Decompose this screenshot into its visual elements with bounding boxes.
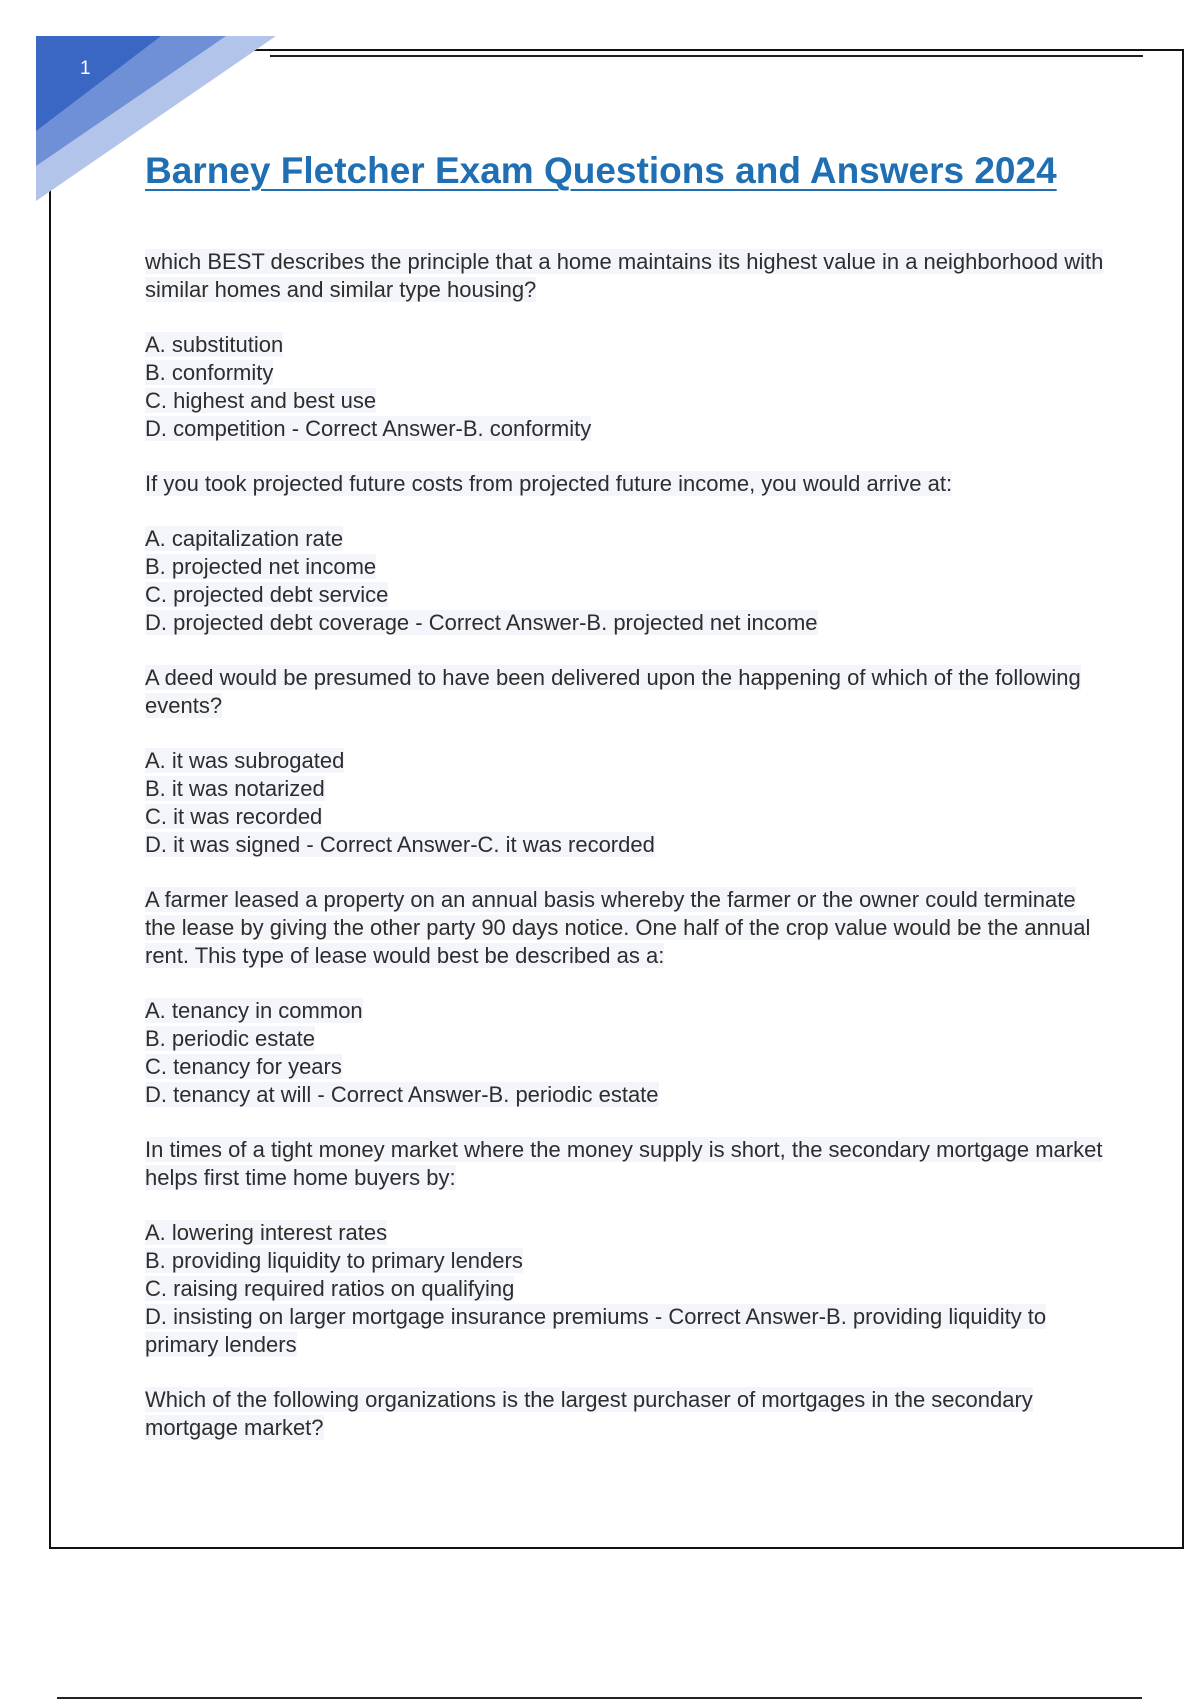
footer-rule <box>57 1697 1142 1699</box>
option-a: A. capitalization rate <box>145 526 344 551</box>
option-d-with-answer: D. insisting on larger mortgage insurance premiums - Correct Answer-B. providing liquidity to primary lenders <box>145 1304 1047 1357</box>
question-text: In times of a tight money market where the money supply is short, the secondary mortgage market helps first time home buyers by: <box>145 1137 1103 1190</box>
question-block-2 <box>145 470 1105 637</box>
option-d-with-answer: D. projected debt coverage - Correct Answer-B. projected net income <box>145 610 818 635</box>
answer-options <box>145 1219 1105 1359</box>
answer-options <box>145 997 1105 1109</box>
option-c: C. raising required ratios on qualifying <box>145 1276 515 1301</box>
option-b: B. providing liquidity to primary lenders <box>145 1248 523 1273</box>
option-d-with-answer: D. tenancy at will - Correct Answer-B. periodic estate <box>145 1082 659 1107</box>
option-a: A. tenancy in common <box>145 998 363 1023</box>
option-b: B. periodic estate <box>145 1026 315 1051</box>
option-b: B. conformity <box>145 360 274 385</box>
option-a: A. lowering interest rates <box>145 1220 388 1245</box>
option-c: C. projected debt service <box>145 582 389 607</box>
questions-list <box>145 248 1105 1469</box>
question-block-1 <box>145 248 1105 443</box>
option-d-with-answer: D. it was signed - Correct Answer-C. it was recorded <box>145 832 655 857</box>
question-text: If you took projected future costs from projected future income, you would arrive at: <box>145 471 953 496</box>
page-number: 1 <box>80 58 91 79</box>
option-d-with-answer: D. competition - Correct Answer-B. conformity <box>145 416 592 441</box>
option-a: A. it was subrogated <box>145 748 345 773</box>
option-a: A. substitution <box>145 332 284 357</box>
question-block-6 <box>145 1386 1105 1442</box>
question-block-4 <box>145 886 1105 1109</box>
question-text: A farmer leased a property on an annual basis whereby the farmer or the owner could terminate the lease by giving the other party 90 days notice. One half of the crop value would be the annual rent. This type of lease would best be described as a: <box>145 887 1091 968</box>
option-b: B. it was notarized <box>145 776 325 801</box>
question-text: Which of the following organizations is the largest purchaser of mortgages in the secondary mortgage market? <box>145 1387 1033 1440</box>
document-title: Barney Fletcher Exam Questions and Answers 2024 <box>145 150 1057 191</box>
option-b: B. projected net income <box>145 554 377 579</box>
option-c: C. it was recorded <box>145 804 323 829</box>
header-rule <box>270 55 1143 57</box>
answer-options <box>145 331 1105 443</box>
question-text: A deed would be presumed to have been delivered upon the happening of which of the following events? <box>145 665 1081 718</box>
answer-options <box>145 747 1105 859</box>
question-block-5 <box>145 1136 1105 1359</box>
question-text: which BEST describes the principle that a home maintains its highest value in a neighborhood with similar homes and similar type housing? <box>145 249 1104 302</box>
option-c: C. highest and best use <box>145 388 377 413</box>
option-c: C. tenancy for years <box>145 1054 342 1079</box>
question-block-3 <box>145 664 1105 859</box>
answer-options <box>145 525 1105 637</box>
